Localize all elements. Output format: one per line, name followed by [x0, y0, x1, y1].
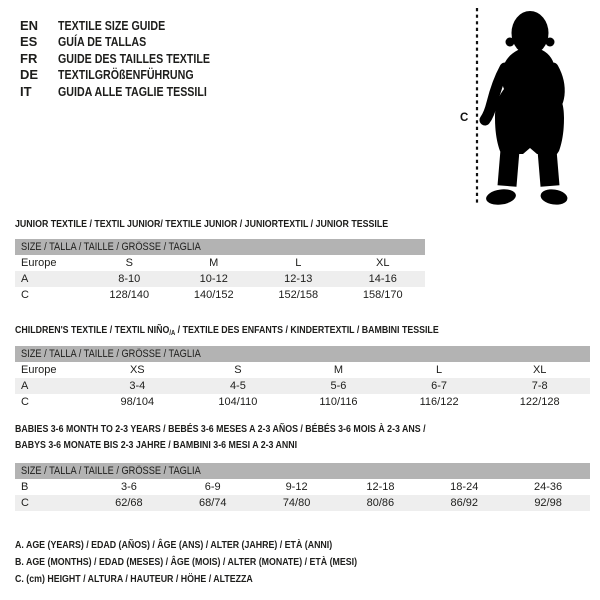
- table-row: [15, 378, 590, 394]
- lang-code-de: DE: [20, 67, 39, 83]
- table-cell: 3-6: [120, 481, 137, 493]
- lang-code-en: EN: [20, 17, 39, 33]
- row-label: Europe: [21, 257, 57, 269]
- babies-table-title-line1: BABIES 3-6 MONTH TO 2-3 YEARS / BEBÉS 3-6 MESES A 2-3 AÑOS / BÉBÉS 3-6 MOIS À 2-3 ANS /: [15, 423, 426, 435]
- footnote-c: C. (cm) HEIGHT / ALTURA / HAUTEUR / HÖHE / ALTEZZA: [15, 572, 253, 585]
- table-cell: 98/104: [120, 396, 155, 408]
- table-cell: 12-13: [284, 273, 313, 285]
- table-cell: 3-4: [129, 380, 146, 392]
- lang-code-it: IT: [20, 83, 32, 99]
- lang-title-fr: GUIDE DES TAILLES TEXTILE: [58, 50, 211, 66]
- table-cell: 12-18: [366, 481, 395, 493]
- children-size-header-bar: [15, 346, 590, 362]
- table-row: [15, 362, 590, 378]
- size-header-label: SIZE / TALLA / TAILLE / GRÖSSE / TAGLIA: [21, 241, 201, 253]
- table-cell: 158/170: [362, 289, 403, 301]
- table-cell: 24-36: [534, 481, 563, 493]
- lang-code-es: ES: [20, 34, 38, 50]
- lang-row-it: [20, 83, 243, 100]
- table-cell: 4-5: [229, 380, 246, 392]
- row-label: A: [21, 380, 29, 392]
- table-cell: 14-16: [368, 273, 397, 285]
- table-cell: 6-7: [431, 380, 448, 392]
- table-row: [15, 479, 590, 495]
- lang-title-en: TEXTILE SIZE GUIDE: [58, 17, 166, 33]
- babies-table-title-line2: BABYS 3-6 MONATE BIS 2-3 JAHRE / BAMBINI 3-6 MESI A 2-3 ANNI: [15, 439, 298, 451]
- table-cell: 18-24: [450, 481, 479, 493]
- language-title-block: [20, 17, 243, 100]
- table-row: [15, 495, 590, 511]
- baby-silhouette-icon: [485, 11, 568, 207]
- size-header-label: SIZE / TALLA / TAILLE / GRÖSSE / TAGLIA: [21, 465, 201, 477]
- table-cell: XL: [376, 257, 390, 269]
- babies-size-header-bar: [15, 463, 590, 479]
- table-cell: XS: [129, 364, 145, 376]
- table-row: [15, 287, 425, 303]
- table-cell: 74/80: [282, 497, 311, 509]
- table-cell: 7-8: [531, 380, 548, 392]
- table-cell: L: [436, 364, 443, 376]
- babies-size-table: [15, 463, 590, 511]
- table-cell: L: [295, 257, 302, 269]
- junior-size-table: [15, 239, 425, 303]
- children-table-title: [15, 322, 519, 342]
- row-label: C: [21, 396, 29, 408]
- table-cell: 6-9: [204, 481, 221, 493]
- table-cell: 68/74: [198, 497, 227, 509]
- measure-label-c: C: [460, 112, 469, 124]
- lang-row-fr: [20, 50, 243, 67]
- lang-row-de: [20, 67, 243, 84]
- table-cell: M: [333, 364, 344, 376]
- table-cell: 110/116: [319, 396, 358, 408]
- table-row: [15, 394, 590, 410]
- table-cell: 5-6: [330, 380, 347, 392]
- row-label: A: [21, 273, 29, 285]
- children-size-table: [15, 346, 590, 410]
- lang-row-es: [20, 34, 243, 51]
- table-cell: 9-12: [285, 481, 308, 493]
- table-cell: 140/152: [193, 289, 234, 301]
- junior-table-title-text: JUNIOR TEXTILE / TEXTIL JUNIOR/ TEXTILE JUNIOR / JUNIORTEXTIL / JUNIOR TESSILE: [15, 218, 389, 230]
- table-cell: 92/98: [534, 497, 562, 509]
- table-cell: 8-10: [118, 273, 141, 285]
- table-cell: 80/86: [366, 497, 395, 509]
- footnote-b: B. AGE (MONTHS) / EDAD (MESES) / ÂGE (MOIS) / ALTER (MONATE) / ETÀ (MESI): [15, 555, 358, 568]
- table-cell: 128/140: [109, 289, 150, 301]
- table-cell: M: [209, 257, 219, 269]
- table-cell: 10-12: [199, 273, 228, 285]
- table-cell: 116/122: [419, 396, 459, 408]
- lang-row-en: [20, 17, 243, 34]
- table-cell: 104/110: [218, 396, 258, 408]
- junior-table-title: [15, 216, 459, 232]
- row-label: C: [21, 289, 29, 301]
- footnote-a: A. AGE (YEARS) / EDAD (AÑOS) / ÂGE (ANS) / ALTER (JAHRE) / ETÀ (ANNI): [15, 538, 333, 551]
- row-label: C: [21, 497, 29, 509]
- size-header-label: SIZE / TALLA / TAILLE / GRÖSSE / TAGLIA: [21, 348, 201, 360]
- table-cell: 152/158: [278, 289, 319, 301]
- table-cell: 62/68: [115, 497, 143, 509]
- children-table-title-text: CHILDREN'S TEXTILE / TEXTIL $NIÑO_{/A}$ / TEXTILE DES ENFANTS / KINDERTEXTIL / BAMBINI TESSILE: [15, 324, 439, 337]
- lang-title-it: GUIDA ALLE TAGLIE TESSILI: [58, 83, 207, 99]
- row-label: B: [21, 481, 29, 493]
- lang-title-es: GUÍA DE TALLAS: [58, 34, 147, 50]
- baby-height-figure: [460, 0, 600, 215]
- table-row: [15, 271, 425, 287]
- babies-table-title: [15, 421, 504, 453]
- junior-size-header-bar: [15, 239, 425, 255]
- table-cell: S: [234, 364, 242, 376]
- table-cell: S: [125, 257, 133, 269]
- table-cell: 86/92: [450, 497, 478, 509]
- table-row: [15, 255, 425, 271]
- lang-code-fr: FR: [20, 50, 38, 66]
- footnotes: [15, 536, 422, 587]
- table-cell: 122/128: [519, 396, 560, 408]
- table-cell: XL: [532, 364, 547, 376]
- row-label: Europe: [21, 364, 57, 376]
- lang-title-de: TEXTILGRÖßENFÜHRUNG: [58, 67, 194, 83]
